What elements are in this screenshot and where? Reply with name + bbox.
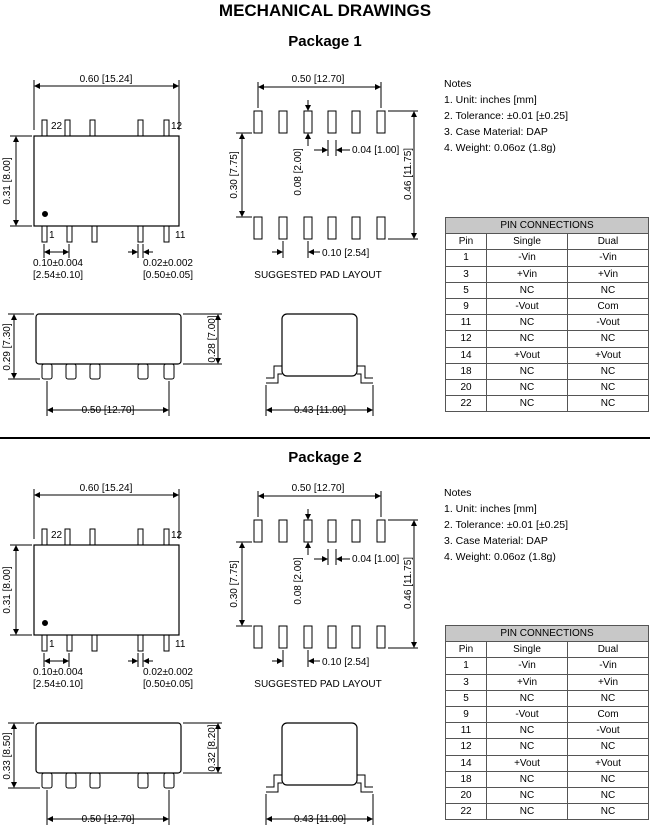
pad-layout bbox=[236, 491, 418, 667]
note-item: 4. Weight: 0.06oz (1.8g) bbox=[444, 142, 556, 154]
pin-table-cell: NC bbox=[568, 331, 649, 347]
pin-table-header: Pin bbox=[446, 234, 487, 250]
pin-pitch-dim-mm: [2.54±0.10] bbox=[33, 270, 83, 281]
top-view bbox=[10, 80, 179, 258]
pin-table-cell: 20 bbox=[446, 379, 487, 395]
pin-table-title: PIN CONNECTIONS bbox=[446, 218, 649, 234]
pin-1-marker bbox=[43, 621, 48, 626]
pin-table-cell: NC bbox=[568, 396, 649, 412]
pin-table-cell: 14 bbox=[446, 347, 487, 363]
pin-table-cell: 9 bbox=[446, 706, 487, 722]
table-row bbox=[446, 315, 649, 331]
pad-width-dim: 0.50 [12.70] bbox=[291, 74, 345, 85]
pad-total-height-dim: 0.46 [11.75] bbox=[403, 556, 414, 610]
pin-table-cell: NC bbox=[568, 771, 649, 787]
pin-table-header: Pin bbox=[446, 642, 487, 658]
table-row bbox=[446, 706, 649, 722]
pin-table-cell: NC bbox=[568, 379, 649, 395]
pad-width-dim: 0.50 [12.70] bbox=[291, 483, 345, 494]
pin-table-cell: 1 bbox=[446, 658, 487, 674]
top-view bbox=[10, 489, 179, 667]
pin-table-cell: Com bbox=[568, 298, 649, 314]
pin-22-label: 22 bbox=[51, 121, 63, 132]
pin-pitch-dim: 0.10±0.004 bbox=[33, 667, 83, 678]
table-row bbox=[446, 298, 649, 314]
pin-table-cell: -Vout bbox=[568, 723, 649, 739]
pin-table-cell: 14 bbox=[446, 755, 487, 771]
side-view bbox=[8, 723, 222, 825]
notes-heading: Notes bbox=[444, 487, 472, 499]
pad-row-gap-dim: 0.30 [7.75] bbox=[229, 560, 240, 608]
pin-table-cell: 18 bbox=[446, 363, 487, 379]
pin-table-cell: NC bbox=[487, 331, 568, 347]
table-row bbox=[446, 363, 649, 379]
pin-table-cell: +Vin bbox=[487, 674, 568, 690]
top-height-dim: 0.31 [8.00] bbox=[2, 157, 13, 205]
pad-pitch-dim: 0.10 [2.54] bbox=[322, 657, 370, 668]
pin-table-cell: NC bbox=[487, 282, 568, 298]
pin-table-cell: NC bbox=[487, 363, 568, 379]
pin-table-cell: 11 bbox=[446, 315, 487, 331]
pin-11-label: 11 bbox=[175, 639, 186, 650]
pin-1-marker bbox=[43, 212, 48, 217]
pin-table-cell: +Vout bbox=[487, 347, 568, 363]
table-row bbox=[446, 771, 649, 787]
top-height-dim: 0.31 [8.00] bbox=[2, 566, 13, 614]
side-height-dim: 0.33 [8.50] bbox=[2, 732, 13, 780]
package-1-pin-table bbox=[445, 217, 649, 412]
pin-table-cell: NC bbox=[568, 804, 649, 820]
pin-table-cell: NC bbox=[568, 787, 649, 803]
pad-layout-caption: SUGGESTED PAD LAYOUT bbox=[254, 270, 382, 281]
pad-total-height-dim: 0.46 [11.75] bbox=[403, 147, 414, 201]
pin-table-header: Dual bbox=[568, 234, 649, 250]
pin-table-cell: NC bbox=[568, 363, 649, 379]
pin-12-label: 12 bbox=[171, 121, 183, 132]
pin-table-cell: -Vin bbox=[487, 250, 568, 266]
pin-table-cell: NC bbox=[487, 315, 568, 331]
package-1-notes bbox=[444, 76, 568, 156]
end-view bbox=[266, 723, 373, 825]
top-width-dim: 0.60 [15.24] bbox=[79, 74, 133, 85]
pad-pitch-dim: 0.10 [2.54] bbox=[322, 248, 370, 259]
table-row bbox=[446, 379, 649, 395]
package-2-title: Package 2 bbox=[288, 449, 362, 466]
side-body-height-dim: 0.32 [8.20] bbox=[207, 724, 218, 772]
pin-table-cell: NC bbox=[568, 690, 649, 706]
pin-table-cell: NC bbox=[568, 282, 649, 298]
pin-table-cell: +Vout bbox=[568, 347, 649, 363]
pin-table-header: Single bbox=[487, 642, 568, 658]
table-row bbox=[446, 658, 649, 674]
pin-table-cell: 3 bbox=[446, 674, 487, 690]
pin-table-cell: NC bbox=[487, 771, 568, 787]
pin-table-cell: -Vout bbox=[487, 706, 568, 722]
package-2-notes bbox=[444, 485, 568, 565]
pin-table-cell: 12 bbox=[446, 739, 487, 755]
pin-table-cell: +Vout bbox=[568, 755, 649, 771]
note-item: 1. Unit: inches [mm] bbox=[444, 94, 537, 106]
pin-table-cell: -Vin bbox=[487, 658, 568, 674]
table-row bbox=[446, 250, 649, 266]
end-width-dim: 0.43 [11.00] bbox=[293, 814, 347, 825]
pin-table-title: PIN CONNECTIONS bbox=[446, 626, 649, 642]
pin-table-header: Dual bbox=[568, 642, 649, 658]
pin-1-label: 1 bbox=[49, 230, 55, 241]
pin-table-header: Single bbox=[487, 234, 568, 250]
pin-12-label: 12 bbox=[171, 530, 183, 541]
pin-table-cell: +Vout bbox=[487, 755, 568, 771]
note-item: 2. Tolerance: ±0.01 [±0.25] bbox=[444, 110, 568, 122]
pin-table-cell: NC bbox=[487, 690, 568, 706]
pin-table-cell: NC bbox=[487, 739, 568, 755]
side-body-height-dim: 0.28 [7.00] bbox=[207, 315, 218, 363]
pin-table-cell: -Vin bbox=[568, 250, 649, 266]
pin-width-dim: 0.02±0.002 bbox=[143, 667, 193, 678]
pin-width-dim: 0.02±0.002 bbox=[143, 258, 193, 269]
pin-table-cell: -Vin bbox=[568, 658, 649, 674]
side-lead-span-dim: 0.50 [12.70] bbox=[81, 814, 135, 825]
pin-table-cell: NC bbox=[487, 723, 568, 739]
pin-table-cell: +Vin bbox=[487, 266, 568, 282]
pin-11-label: 11 bbox=[175, 230, 186, 241]
page-title: MECHANICAL DRAWINGS bbox=[218, 1, 432, 20]
side-height-dim: 0.29 [7.30] bbox=[2, 323, 13, 371]
notes-heading: Notes bbox=[444, 78, 472, 90]
pin-table-cell: NC bbox=[487, 379, 568, 395]
end-view bbox=[266, 314, 373, 416]
pin-table-cell: 3 bbox=[446, 266, 487, 282]
table-row bbox=[446, 804, 649, 820]
table-row bbox=[446, 690, 649, 706]
pad-layout bbox=[236, 82, 418, 258]
pin-table-cell: 22 bbox=[446, 396, 487, 412]
table-row bbox=[446, 266, 649, 282]
package-1-title: Package 1 bbox=[288, 33, 362, 50]
pin-table-cell: 1 bbox=[446, 250, 487, 266]
pin-table-cell: 18 bbox=[446, 771, 487, 787]
pin-table-cell: 5 bbox=[446, 282, 487, 298]
pin-table-cell: NC bbox=[568, 739, 649, 755]
pad-length-dim: 0.08 [2.00] bbox=[293, 557, 304, 605]
pad-layout-caption: SUGGESTED PAD LAYOUT bbox=[254, 679, 382, 690]
pad-size-dim: 0.04 [1.00] bbox=[352, 554, 400, 565]
package-2-pin-table bbox=[445, 625, 649, 820]
note-item: 3. Case Material: DAP bbox=[444, 535, 548, 547]
pin-table-cell: +Vin bbox=[568, 674, 649, 690]
pin-table-cell: NC bbox=[487, 804, 568, 820]
table-row bbox=[446, 739, 649, 755]
pin-table-cell: 9 bbox=[446, 298, 487, 314]
table-row bbox=[446, 331, 649, 347]
pin-table-cell: 5 bbox=[446, 690, 487, 706]
pin-1-label: 1 bbox=[49, 639, 55, 650]
pin-table-cell: NC bbox=[487, 787, 568, 803]
pin-table-cell: NC bbox=[487, 396, 568, 412]
table-row bbox=[446, 723, 649, 739]
top-width-dim: 0.60 [15.24] bbox=[79, 483, 133, 494]
note-item: 3. Case Material: DAP bbox=[444, 126, 548, 138]
pin-table-cell: 11 bbox=[446, 723, 487, 739]
pad-row-gap-dim: 0.30 [7.75] bbox=[229, 151, 240, 199]
pin-table-cell: Com bbox=[568, 706, 649, 722]
pin-table-cell: -Vout bbox=[487, 298, 568, 314]
table-row bbox=[446, 755, 649, 771]
note-item: 2. Tolerance: ±0.01 [±0.25] bbox=[444, 519, 568, 531]
pin-table-cell: -Vout bbox=[568, 315, 649, 331]
note-item: 4. Weight: 0.06oz (1.8g) bbox=[444, 551, 556, 563]
pin-width-dim-mm: [0.50±0.05] bbox=[143, 679, 193, 690]
table-row bbox=[446, 787, 649, 803]
side-view bbox=[8, 314, 222, 416]
side-lead-span-dim: 0.50 [12.70] bbox=[81, 405, 135, 416]
table-row bbox=[446, 347, 649, 363]
pin-pitch-dim: 0.10±0.004 bbox=[33, 258, 83, 269]
pin-pitch-dim-mm: [2.54±0.10] bbox=[33, 679, 83, 690]
pin-table-cell: 12 bbox=[446, 331, 487, 347]
pin-22-label: 22 bbox=[51, 530, 63, 541]
end-width-dim: 0.43 [11.00] bbox=[293, 405, 347, 416]
pin-width-dim-mm: [0.50±0.05] bbox=[143, 270, 193, 281]
note-item: 1. Unit: inches [mm] bbox=[444, 503, 537, 515]
pad-size-dim: 0.04 [1.00] bbox=[352, 145, 400, 156]
table-row bbox=[446, 674, 649, 690]
pin-table-cell: 20 bbox=[446, 787, 487, 803]
pad-length-dim: 0.08 [2.00] bbox=[293, 148, 304, 196]
pin-table-cell: 22 bbox=[446, 804, 487, 820]
table-row bbox=[446, 282, 649, 298]
pin-table-cell: +Vin bbox=[568, 266, 649, 282]
